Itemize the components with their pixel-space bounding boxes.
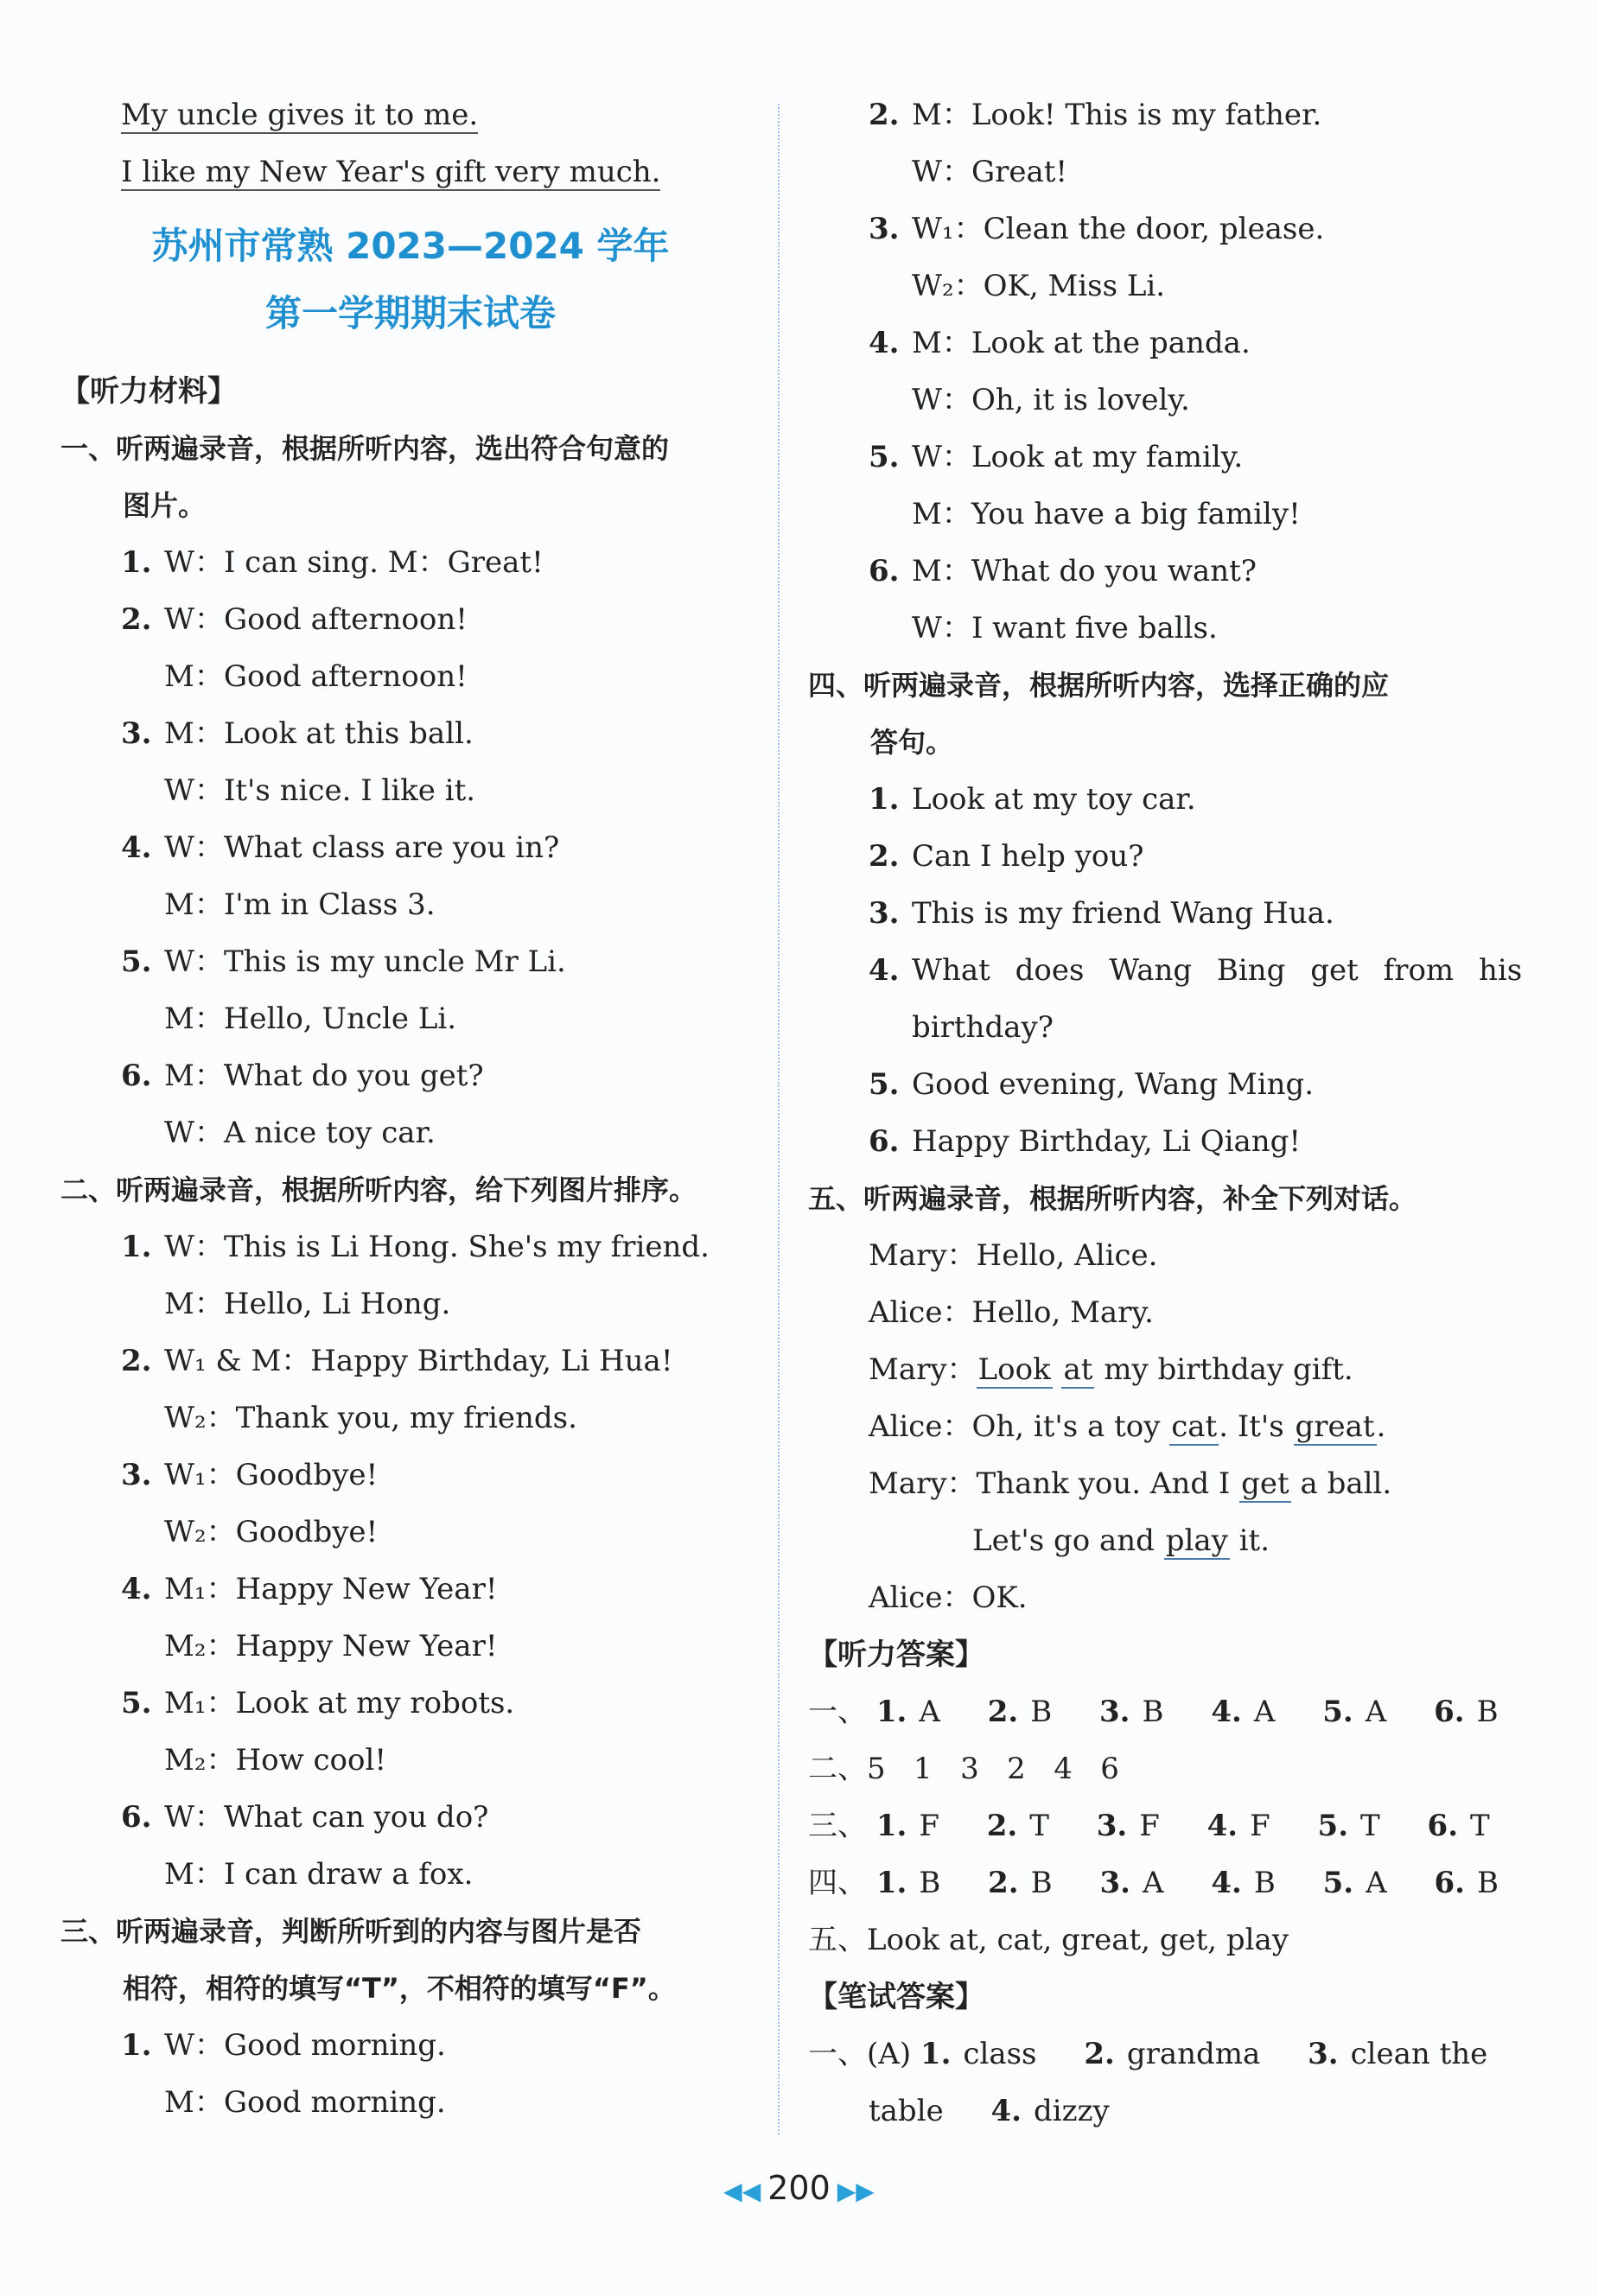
list-item-cont: W：Oh, it is lovely. xyxy=(912,383,1190,417)
listening-answers-header: 【听力答案】 xyxy=(808,1638,984,1672)
list-item: 6. Happy Birthday, Li Qiang! xyxy=(869,1124,1302,1159)
dialogue-line: Alice：Hello, Mary. xyxy=(869,1295,1154,1330)
list-item: 1. Look at my toy car. xyxy=(869,782,1196,817)
list-item-cont: W：Great! xyxy=(912,155,1068,189)
exam-title-line2: 第一学期期末试卷 xyxy=(264,292,556,334)
text-line: My uncle gives it to me. xyxy=(121,98,479,132)
text-line: I like my New Year's gift very much. xyxy=(121,155,661,189)
filled-blank: Look xyxy=(977,1352,1051,1387)
list-item-cont: W：A nice toy car. xyxy=(164,1116,436,1150)
left-column xyxy=(60,86,761,2131)
list-item: 4. M：Look at the panda. xyxy=(869,326,1251,360)
exam-title-line1: 苏州市常熟 2023—2024 学年 xyxy=(151,225,670,267)
column-divider xyxy=(778,104,780,2134)
list-item: 5. W：Look at my family. xyxy=(869,440,1244,474)
dialogue-line: Mary：Hello, Alice. xyxy=(869,1238,1158,1273)
list-item: 2. M：Look! This is my father. xyxy=(869,98,1322,132)
section-4-heading-cont: 答句。 xyxy=(870,726,954,759)
list-item: 2. W：Good afternoon! xyxy=(121,602,468,637)
list-item-cont: M：I'm in Class 3. xyxy=(164,887,436,922)
list-item: 6. M：What do you want? xyxy=(869,554,1257,588)
list-item-cont: W：I want five balls. xyxy=(912,611,1218,646)
written-answer-row-2: table 4. dizzy xyxy=(869,2094,1110,2128)
section-2-heading: 二、听两遍录音，根据所听内容，给下列图片排序。 xyxy=(60,1173,697,1206)
section-5-heading: 五、听两遍录音，根据所听内容，补全下列对话。 xyxy=(808,1182,1417,1215)
list-item: 3. W₁：Goodbye! xyxy=(121,1458,379,1492)
list-item: 6. W：What can you do? xyxy=(121,1800,489,1835)
dialogue-line: Mary：Thank you. And I get a ball. xyxy=(869,1466,1392,1501)
page-number: 200 xyxy=(767,2169,831,2207)
list-item: 6. M：What do you get? xyxy=(121,1059,484,1093)
next-page-icon[interactable]: ▶▶ xyxy=(837,2177,875,2205)
filled-blank: cat xyxy=(1171,1409,1218,1444)
list-item: 3. This is my friend Wang Hua. xyxy=(869,896,1334,931)
written-answers-header: 【笔试答案】 xyxy=(808,1980,984,2014)
dialogue-line: Let's go and play it. xyxy=(972,1523,1270,1558)
list-item-cont: W：It's nice. I like it. xyxy=(164,773,476,808)
exam-title xyxy=(60,213,761,347)
page-footer xyxy=(0,2169,1598,2207)
list-item-cont: M：I can draw a fox. xyxy=(164,1857,474,1892)
list-item: 1. W：Good morning. xyxy=(121,2028,446,2063)
list-item-cont: M₂：Happy New Year! xyxy=(164,1629,498,1663)
answer-row-4: 四、 1. B 2. B 3. A 4. B 5. A 6. B xyxy=(808,1866,1499,1900)
list-item: 5. W：This is my uncle Mr Li. xyxy=(121,944,566,979)
dialogue-line: Alice：Oh, it's a toy cat. It's great. xyxy=(869,1409,1386,1444)
right-column xyxy=(808,86,1523,2140)
list-item: 1. W：This is Li Hong. She's my friend. xyxy=(121,1230,710,1264)
list-item-cont: M：You have a big family! xyxy=(912,497,1301,531)
answer-row-1: 一、 1. A 2. B 3. B 4. A 5. A 6. B xyxy=(808,1695,1499,1729)
list-item: 3. M：Look at this ball. xyxy=(121,716,474,751)
prev-page-icon[interactable]: ◀◀ xyxy=(723,2177,761,2205)
answer-row-2: 二、5 1 3 2 4 6 xyxy=(808,1752,1119,1786)
section-1-heading: 一、听两遍录音，根据所听内容，选出符合句意的 xyxy=(60,432,670,465)
list-item: 4. W：What class are you in? xyxy=(121,830,560,865)
answer-row-5: 五、Look at, cat, great, get, play xyxy=(808,1923,1289,1957)
filled-blank: great xyxy=(1295,1409,1375,1444)
filled-blank: get xyxy=(1241,1466,1289,1501)
section-3-heading: 三、听两遍录音，判断所听到的内容与图片是否 xyxy=(60,1915,642,1948)
list-item-cont: M：Good morning. xyxy=(164,2085,446,2120)
dialogue-line: Alice：OK. xyxy=(869,1580,1028,1615)
list-item-cont: W₂：Thank you, my friends. xyxy=(164,1401,577,1435)
list-item-cont: M：Hello, Uncle Li. xyxy=(164,1002,457,1036)
section-1-heading-cont: 图片。 xyxy=(123,489,207,522)
list-item: 2. W₁ & M：Happy Birthday, Li Hua! xyxy=(121,1344,673,1378)
filled-blank: at xyxy=(1063,1352,1093,1387)
list-item-cont: M：Hello, Li Hong. xyxy=(164,1287,451,1321)
section-4-heading: 四、听两遍录音，根据所听内容，选择正确的应 xyxy=(808,669,1390,702)
list-item: 2. Can I help you? xyxy=(869,839,1144,874)
list-item: 4. M₁：Happy New Year! xyxy=(121,1572,498,1606)
list-item: 3. W₁：Clean the door, please. xyxy=(869,212,1325,246)
section-3-heading-cont: 相符，相符的填写“T”，不相符的填写“F”。 xyxy=(123,1972,676,2005)
answer-row-3: 三、 1. F 2. T 3. F 4. F 5. T 6. T xyxy=(808,1809,1490,1843)
list-item-cont: birthday? xyxy=(912,1010,1054,1045)
list-item: 5. M₁：Look at my robots. xyxy=(121,1686,515,1720)
list-item: 5. Good evening, Wang Ming. xyxy=(869,1067,1315,1102)
list-item-cont: M₂：How cool! xyxy=(164,1743,386,1778)
list-item-cont: W₂：OK, Miss Li. xyxy=(912,269,1166,303)
written-answer-row-1: 一、(A) 1. class 2. grandma 3. clean the xyxy=(808,2037,1488,2071)
list-item-cont: M：Good afternoon! xyxy=(164,659,468,694)
list-item-cont: W₂：Goodbye! xyxy=(164,1515,379,1549)
dialogue-line: Mary：Look at my birthday gift. xyxy=(869,1352,1353,1387)
list-item: 1. W：I can sing. M：Great! xyxy=(121,545,544,580)
list-item: 4. What does Wang Bing get from his xyxy=(869,953,1523,988)
listening-material-header: 【听力材料】 xyxy=(60,374,237,409)
filled-blank: play xyxy=(1165,1523,1228,1558)
